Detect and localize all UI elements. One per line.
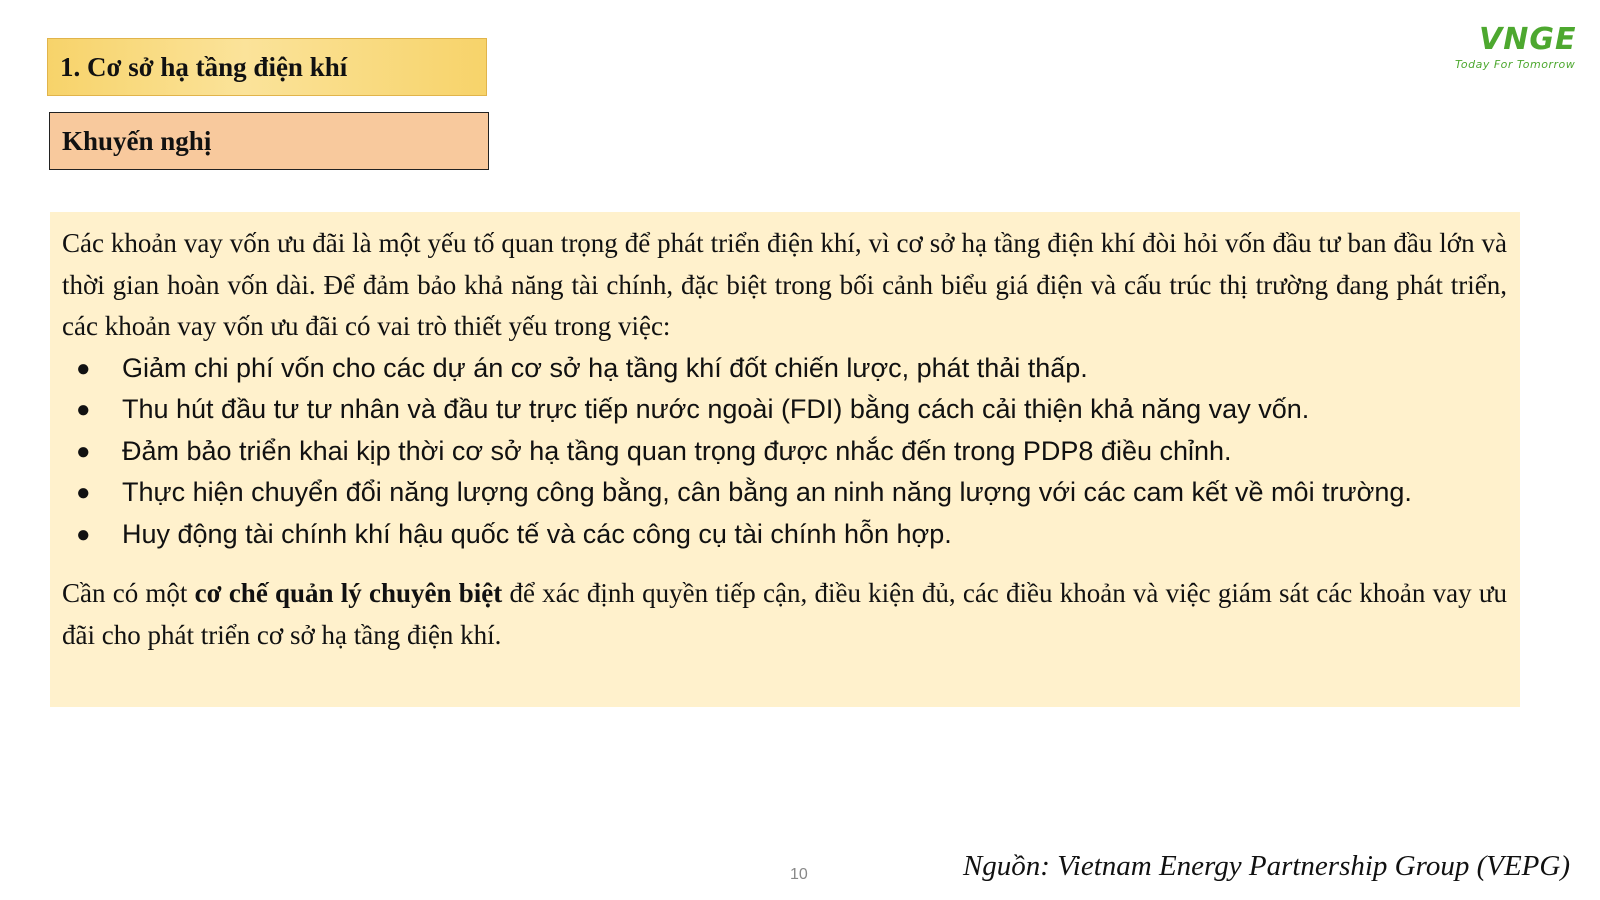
bullet-icon: ● <box>76 479 91 506</box>
closing-text-end: để xác định quyền tiếp cận, điều kiện đủ, các điều khoản và việc giám sát các khoản vay ưu đãi cho phát triển cơ sở hạ tầng điện khí. <box>62 578 1507 650</box>
list-item <box>62 431 1507 473</box>
content-panel <box>50 212 1520 707</box>
subtitle: Khuyến nghị <box>62 125 212 156</box>
source-citation: Nguồn: Vietnam Energy Partnership Group (VEPG) <box>962 850 1570 882</box>
closing-paragraph <box>62 573 1507 656</box>
list-item <box>62 348 1507 390</box>
recommendation-list <box>62 348 1507 556</box>
logo-tagline: Today For Tomorrow <box>1455 58 1576 71</box>
subtitle-box <box>49 112 489 170</box>
list-item-text: Đảm bảo triển khai kịp thời cơ sở hạ tầng quan trọng được nhắc đến trong PDP8 điều chỉnh. <box>122 435 1232 466</box>
list-item <box>62 472 1507 514</box>
list-item-text: Thực hiện chuyển đổi năng lượng công bằng, cân bằng an ninh năng lượng với các cam kết về môi trường. <box>122 477 1412 507</box>
closing-text-start: Cần có một <box>62 578 195 608</box>
bullet-icon: ● <box>76 520 91 548</box>
section-title: 1. Cơ sở hạ tầng điện khí <box>60 51 348 82</box>
logo-mark: VNGE <box>1479 22 1577 57</box>
list-item-text: Thu hút đầu tư tư nhân và đầu tư trực tiếp nước ngoài (FDI) bằng cách cải thiện khả năng vay vốn. <box>122 394 1310 424</box>
bullet-icon: ● <box>76 354 91 382</box>
list-item <box>62 514 1507 556</box>
intro-paragraph: Các khoản vay vốn ưu đãi là một yếu tố quan trọng để phát triển điện khí, vì cơ sở hạ tầng điện khí đòi hỏi vốn đầu tư ban đầu lớn và thời gian hoàn vốn dài. Để đảm bảo khả năng tài chính, đặc biệt trong bối cảnh biểu giá điện và cấu trúc thị trường đang phát triển, các khoản vay vốn ưu đãi có vai trò thiết yếu trong việc: <box>62 228 1507 341</box>
closing-emphasis: cơ chế quản lý chuyên biệt <box>194 578 503 608</box>
page-number: 10 <box>790 866 808 883</box>
bullet-icon: ● <box>76 437 91 465</box>
section-title-box <box>47 38 487 96</box>
bullet-icon: ● <box>76 396 91 423</box>
list-item-text: Huy động tài chính khí hậu quốc tế và các công cụ tài chính hỗn hợp. <box>122 518 952 549</box>
vnge-logo <box>1455 10 1595 76</box>
list-item <box>62 389 1507 431</box>
list-item-text: Giảm chi phí vốn cho các dự án cơ sở hạ tầng khí đốt chiến lược, phát thải thấp. <box>122 352 1088 383</box>
